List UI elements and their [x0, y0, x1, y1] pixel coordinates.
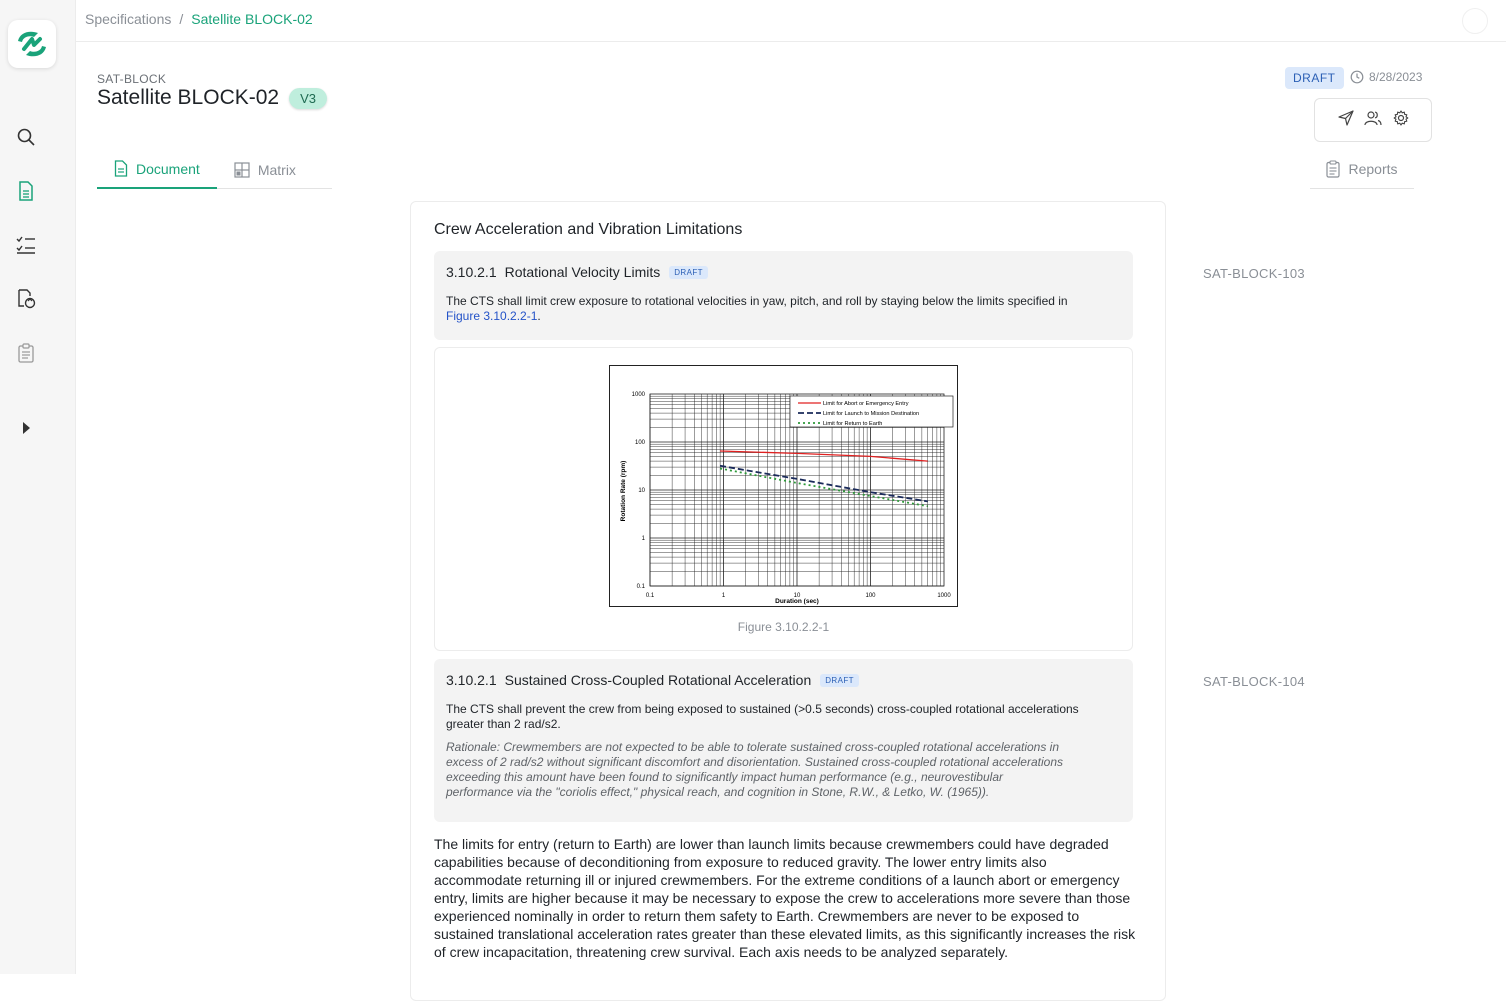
requirement-heading: [446, 264, 708, 280]
y-tick-label: 0.1: [636, 584, 645, 590]
last-modified: [1350, 70, 1422, 84]
status-badge: DRAFT: [1285, 67, 1344, 89]
sidebar: [0, 0, 76, 974]
requirement-body-end: .: [537, 309, 541, 323]
send-icon[interactable]: [1338, 110, 1354, 131]
requirement-number: 3.10.2.1: [446, 264, 497, 280]
chart-y-label: Rotation Rate (rpm): [620, 460, 627, 522]
legend-label: Limit for Abort or Emergency Entry: [823, 401, 909, 407]
tab-reports[interactable]: [1310, 150, 1414, 189]
rotation-rate-chart: [609, 365, 959, 608]
requirement-block[interactable]: [434, 659, 1133, 822]
requirement-status-badge: DRAFT: [669, 266, 708, 279]
tab-document-label: Document: [136, 160, 200, 177]
figure-card: [434, 347, 1133, 651]
requirement-text: The CTS shall prevent the crew from being exposed to sustained (>0.5 seconds) cross-coupled rotational accelerations greater than 2 rad/s2.: [446, 702, 1079, 731]
spec-kind: SAT-BLOCK: [97, 72, 167, 86]
chart-x-label: Duration (sec): [775, 598, 819, 605]
date-text: 8/28/2023: [1369, 70, 1423, 84]
spec-title: Satellite BLOCK-02: [97, 86, 280, 109]
x-tick-label: 10: [793, 593, 801, 599]
x-tick-label: 1: [721, 593, 726, 599]
legend-label: Limit for Return to Earth: [823, 421, 883, 427]
requirement-body: The CTS shall limit crew exposure to rotational velocities in yaw, pitch, and roll by staying below the limits specified in: [446, 294, 1068, 308]
figure-caption: Figure 3.10.2.2-1: [737, 620, 830, 634]
search-icon[interactable]: [14, 125, 38, 149]
document-sync-icon[interactable]: [14, 287, 38, 311]
logo-icon: [12, 27, 52, 61]
tab-reports-label: Reports: [1348, 161, 1398, 177]
view-tabs: [97, 150, 332, 189]
tab-matrix-label: Matrix: [257, 161, 296, 178]
body-paragraph: The limits for entry (return to Earth) are lower than launch limits because crewmembers could have degraded capabilities because of deconditioning from exposure to reduced gravity. The lower entry limits also accommodate returning ill or injured crewmembers. For the extreme conditions of a launch abort or emergency entry, limits are higher because it may be necessary to expose the crew to accelerations more severe than those experienced nominally in order to return them safety to Earth. Crewmembers are never to be exposed to sustained translational acceleration rates greater than these elevated limits, as this significantly increases the risk of crew incapacitation, threatening crew survival. Each axis needs to be analyzed separately.: [434, 836, 1136, 960]
action-toolbar: [1314, 98, 1432, 142]
top-bar: [76, 0, 1506, 42]
x-tick-label: 1000: [937, 593, 951, 599]
requirement-number: 3.10.2.1: [446, 672, 497, 688]
breadcrumb-separator: /: [179, 11, 184, 27]
matrix-tab-icon: [234, 162, 250, 178]
users-icon[interactable]: [1364, 110, 1382, 131]
requirement-text: [446, 294, 1093, 324]
y-tick-label: 1: [641, 536, 645, 542]
x-tick-label: 0.1: [645, 593, 655, 599]
page-title: [97, 86, 327, 110]
document-icon[interactable]: [14, 179, 38, 203]
requirement-id[interactable]: SAT-BLOCK-104: [1203, 674, 1305, 689]
chart-legend: [790, 396, 953, 427]
breadcrumb-current[interactable]: Satellite BLOCK-02: [191, 11, 313, 27]
y-tick-label: 10: [638, 488, 645, 494]
figure-link[interactable]: Figure 3.10.2.2-1: [446, 309, 538, 323]
breadcrumb-root[interactable]: Specifications: [85, 11, 172, 27]
app-logo[interactable]: [8, 20, 56, 68]
document-tab-icon: [114, 160, 128, 177]
clipboard-icon[interactable]: [14, 341, 38, 365]
tab-document[interactable]: [97, 150, 217, 189]
requirement-heading: [446, 672, 859, 688]
section-title: Crew Acceleration and Vibration Limitations: [434, 221, 743, 238]
version-badge[interactable]: V3: [289, 88, 327, 109]
gear-icon[interactable]: [1393, 110, 1409, 131]
tab-matrix[interactable]: [217, 150, 313, 189]
checklist-icon[interactable]: [14, 233, 38, 257]
requirement-status-badge: DRAFT: [820, 674, 859, 687]
requirement-title: Rotational Velocity Limits: [504, 264, 661, 280]
x-tick-label: 100: [865, 593, 876, 599]
clock-icon: [1350, 70, 1364, 84]
requirement-rationale: Rationale: Crewmembers are not expected to be able to tolerate sustained cross-coupled rotational accelerations in excess of 2 rad/s2 without significant discomfort and disorientation. Sustained cross-coupled rotational accelerations exceeding this amount have been found to significantly impact human performance (e.g., neurovestibular performance via the "coriolis effect," physical reach, and cognition in Stone, R.W., & Letko, W. (1965)).: [446, 740, 1063, 799]
requirement-block[interactable]: [434, 251, 1133, 340]
user-avatar[interactable]: [1462, 8, 1488, 34]
requirement-id[interactable]: SAT-BLOCK-103: [1203, 266, 1305, 281]
y-tick-label: 1000: [631, 392, 645, 398]
y-tick-label: 100: [634, 440, 645, 446]
requirement-title: Sustained Cross-Coupled Rotational Acceleration: [504, 672, 812, 688]
reports-icon: [1326, 160, 1340, 178]
breadcrumb: [85, 11, 313, 27]
legend-label: Limit for Launch to Mission Destination: [823, 411, 920, 417]
expand-sidebar-icon[interactable]: [14, 416, 38, 440]
